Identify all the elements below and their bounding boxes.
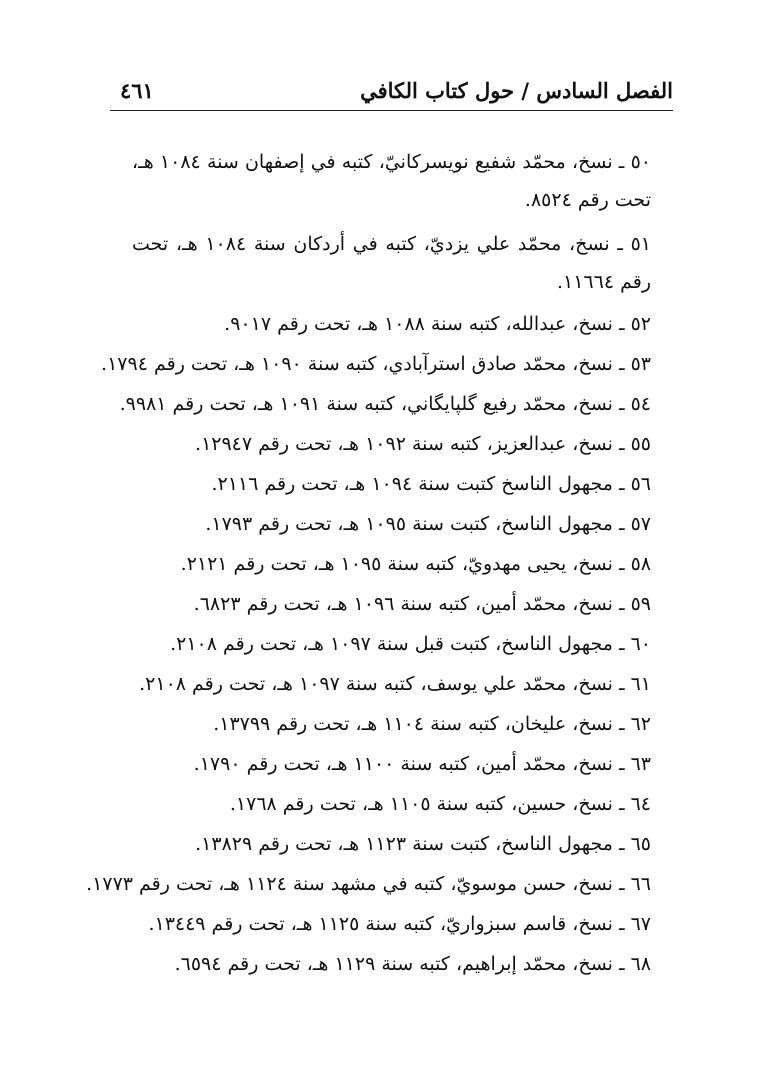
manuscript-entry-62: ٦٢ ـ نسخ، عليخان، كتبه سنة ١١٠٤ هـ، تحت رقم ١٣٧٩٩. [213, 713, 651, 735]
manuscript-entry-57: ٥٧ ـ مجهول الناسخ، كتبت سنة ١٠٩٥ هـ، تحت رقم ١٧٩٣. [205, 513, 651, 535]
manuscript-entry-65: ٦٥ ـ مجهول الناسخ، كتبت سنة ١١٢٣ هـ، تحت رقم ١٣٨٢٩. [195, 833, 651, 855]
manuscript-entry-56: ٥٦ ـ مجهول الناسخ كتبت سنة ١٠٩٤ هـ، تحت رقم ٢١١٦. [211, 473, 651, 495]
manuscript-entry-64: ٦٤ ـ نسخ، حسين، كتبه سنة ١١٠٥ هـ، تحت رقم ١٧٦٨. [229, 793, 651, 815]
manuscript-entry-52: ٥٢ ـ نسخ، عبدالله، كتبه سنة ١٠٨٨ هـ، تحت رقم ٩٠١٧. [224, 313, 651, 335]
page-number: ٤٦١ [120, 78, 154, 103]
manuscript-entry-58: ٥٨ ـ نسخ، يحيى مهدويّ، كتبه سنة ١٠٩٥ هـ، تحت رقم ٢١٢١. [180, 553, 651, 575]
manuscript-entry-54: ٥٤ ـ نسخ، محمّد رفيع گلپايگاني، كتبه سنة ١٠٩١ هـ، تحت رقم ٩٩٨١. [119, 393, 651, 415]
chapter-title: الفصل السادس / حول كتاب الكافي [360, 78, 673, 103]
running-header [110, 74, 673, 106]
manuscript-entry-61: ٦١ ـ نسخ، محمّد علي يوسف، كتبه سنة ١٠٩٧ هـ، تحت رقم ٢١٠٨. [139, 673, 651, 695]
manuscript-entry-51: ٥١ ـ نسخ، محمّد علي يزديّ، كتبه في أردكان سنة ١٠٨٤ هـ، تحت رقم ١١٦٦٤. [132, 233, 651, 293]
manuscript-entry-63: ٦٣ ـ نسخ، محمّد أمين، كتبه سنة ١١٠٠ هـ، تحت رقم ١٧٩٠. [193, 753, 651, 775]
manuscript-entry-53: ٥٣ ـ نسخ، محمّد صادق استرآبادي، كتبه سنة ١٠٩٠ هـ، تحت رقم ١٧٩٤. [101, 353, 651, 375]
manuscript-entry-68: ٦٨ ـ نسخ، محمّد إبراهيم، كتبه سنة ١١٢٩ هـ، تحت رقم ٦٥٩٤. [174, 953, 651, 975]
manuscript-entry-55: ٥٥ ـ نسخ، عبدالعزيز، كتبه سنة ١٠٩٢ هـ، تحت رقم ١٢٩٤٧. [195, 433, 651, 455]
manuscript-entry-59: ٥٩ ـ نسخ، محمّد أمين، كتبه سنة ١٠٩٦ هـ، تحت رقم ٦٨٢٣. [193, 593, 651, 615]
manuscript-entry-50: ٥٠ ـ نسخ، محمّد شفيع نويسركانيّ، كتبه في إصفهان سنة ١٠٨٤ هـ، تحت رقم ٨٥٢٤. [132, 151, 651, 211]
manuscript-entry-67: ٦٧ ـ نسخ، قاسم سبزواريّ، كتبه سنة ١١٢٥ هـ، تحت رقم ١٣٤٤٩. [148, 913, 651, 935]
manuscript-entry-60: ٦٠ ـ مجهول الناسخ، كتبت قبل سنة ١٠٩٧ هـ، تحت رقم ٢١٠٨. [170, 633, 651, 655]
manuscript-entry-66: ٦٦ ـ نسخ، حسن موسويّ، كتبه في مشهد سنة ١١٢٤ هـ، تحت رقم ١٧٧٣. [86, 873, 651, 895]
header-rule [110, 110, 673, 111]
